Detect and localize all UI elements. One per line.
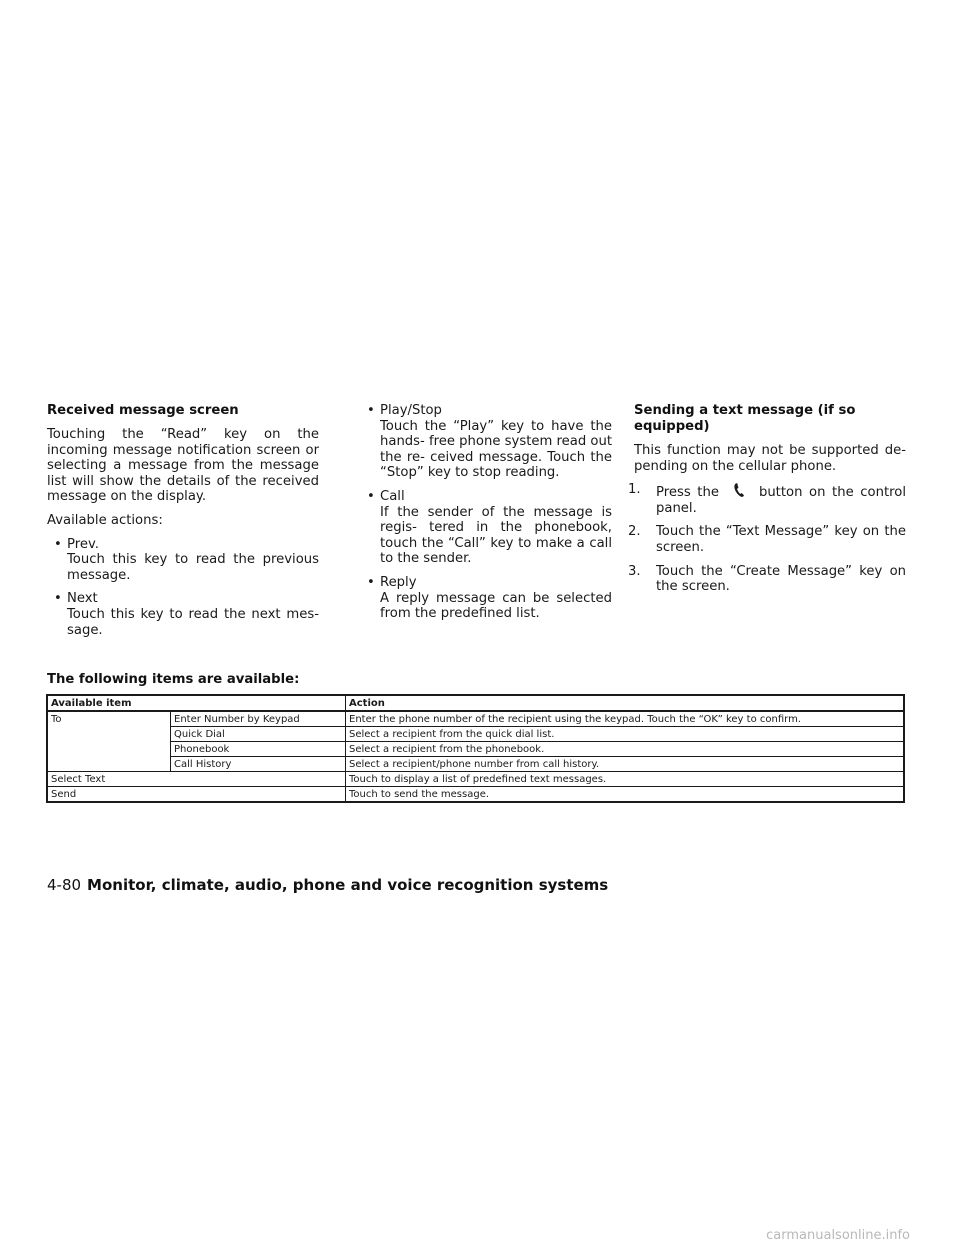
sub-item-cell: Call History: [171, 757, 346, 772]
item-description: If the sender of the message is regis- tered in the phonebook, touch the “Call” key to make a call to the sender.: [380, 504, 612, 567]
step-text: Touch the “Text Message” key on the screen.: [656, 524, 906, 555]
step-item: [628, 482, 907, 516]
action-cell: Select a recipient from the quick dial list.: [346, 727, 905, 742]
steps-list: [628, 482, 907, 595]
table-row: [47, 757, 904, 772]
step-item: [628, 563, 906, 595]
sub-item-cell: Quick Dial: [171, 727, 346, 742]
step-number: 3.: [628, 563, 641, 579]
watermark: carmanualsonline.info: [766, 1228, 910, 1243]
phone-icon: [719, 482, 759, 498]
sub-item-cell: Phonebook: [171, 742, 346, 757]
table-row: [47, 787, 904, 803]
table-header-row: [47, 695, 904, 711]
action-cell: Enter the phone number of the recipient using the keypad. Touch the “OK” key to confirm.: [346, 711, 905, 727]
available-actions-label: Available actions:: [47, 512, 163, 528]
header-available-item: Available item: [47, 695, 346, 711]
page-footer: [47, 876, 608, 894]
action-cell: Select a recipient from the phonebook.: [346, 742, 905, 757]
left-column: [47, 403, 319, 646]
table-row: [47, 727, 904, 742]
item-title: Next: [67, 591, 98, 607]
header-action: Action: [346, 695, 905, 711]
list-item: [47, 537, 319, 584]
right-column: [628, 403, 907, 603]
step-text-after: button on the control panel.: [656, 485, 907, 516]
action-cell: Select a recipient/phone number from call history.: [346, 757, 905, 772]
received-message-heading: Received message screen: [47, 403, 239, 418]
list-item: [360, 575, 612, 622]
table-row: [47, 772, 904, 787]
item-title: Call: [380, 488, 405, 504]
available-items-table: [46, 694, 905, 803]
step-item: [628, 524, 906, 555]
sending-text-intro: This function may not be supported de- pending on the cellular phone.: [634, 443, 906, 474]
list-item: [360, 489, 612, 567]
action-cell: Touch to send the message.: [346, 787, 905, 803]
item-title: Prev.: [67, 536, 99, 552]
item-description: A reply message can be selected from the predefined list.: [380, 590, 612, 622]
item-title: Reply: [380, 574, 417, 590]
bullet-icon: •: [367, 403, 375, 418]
page-number: 4-80: [47, 876, 82, 894]
item-cell: Select Text: [47, 772, 346, 787]
actions-list: [47, 537, 319, 639]
actions-list-continued: [360, 403, 612, 622]
step-number: 1.: [628, 482, 641, 498]
bullet-icon: •: [367, 574, 375, 590]
action-cell: Touch to display a list of predefined text messages.: [346, 772, 905, 787]
item-title: Play/Stop: [380, 403, 442, 418]
list-item: [360, 403, 612, 481]
list-item: [47, 591, 319, 638]
item-description: Touch the “Play” key to have the hands- free phone system read out the re- ceived message. Touch the “Stop” key to stop reading.: [380, 418, 612, 481]
step-text: Touch the “Create Message” key on the screen.: [656, 563, 906, 595]
item-description: Touch this key to read the next mes- sage.: [67, 606, 319, 638]
received-message-intro: Touching the “Read” key on the incoming message notification screen or selecting a message from the message list will show the details of the received message on the display.: [47, 427, 319, 505]
item-description: Touch this key to read the previous message.: [67, 552, 319, 583]
bullet-icon: •: [367, 488, 375, 504]
step-number: 2.: [628, 524, 641, 540]
sending-text-heading: Sending a text message (if so equipped): [634, 403, 856, 434]
bullet-icon: •: [54, 591, 62, 607]
sub-item-cell: Enter Number by Keypad: [171, 711, 346, 727]
item-cell: Send: [47, 787, 346, 803]
table-row: [47, 742, 904, 757]
step-text-before: Press the: [656, 485, 719, 501]
section-title: Monitor, climate, audio, phone and voice recognition systems: [87, 876, 609, 894]
bullet-icon: •: [54, 536, 62, 552]
middle-column: [360, 403, 612, 630]
to-cell: To: [47, 711, 171, 772]
table-row: [47, 711, 904, 727]
table-title: The following items are available:: [47, 672, 300, 687]
